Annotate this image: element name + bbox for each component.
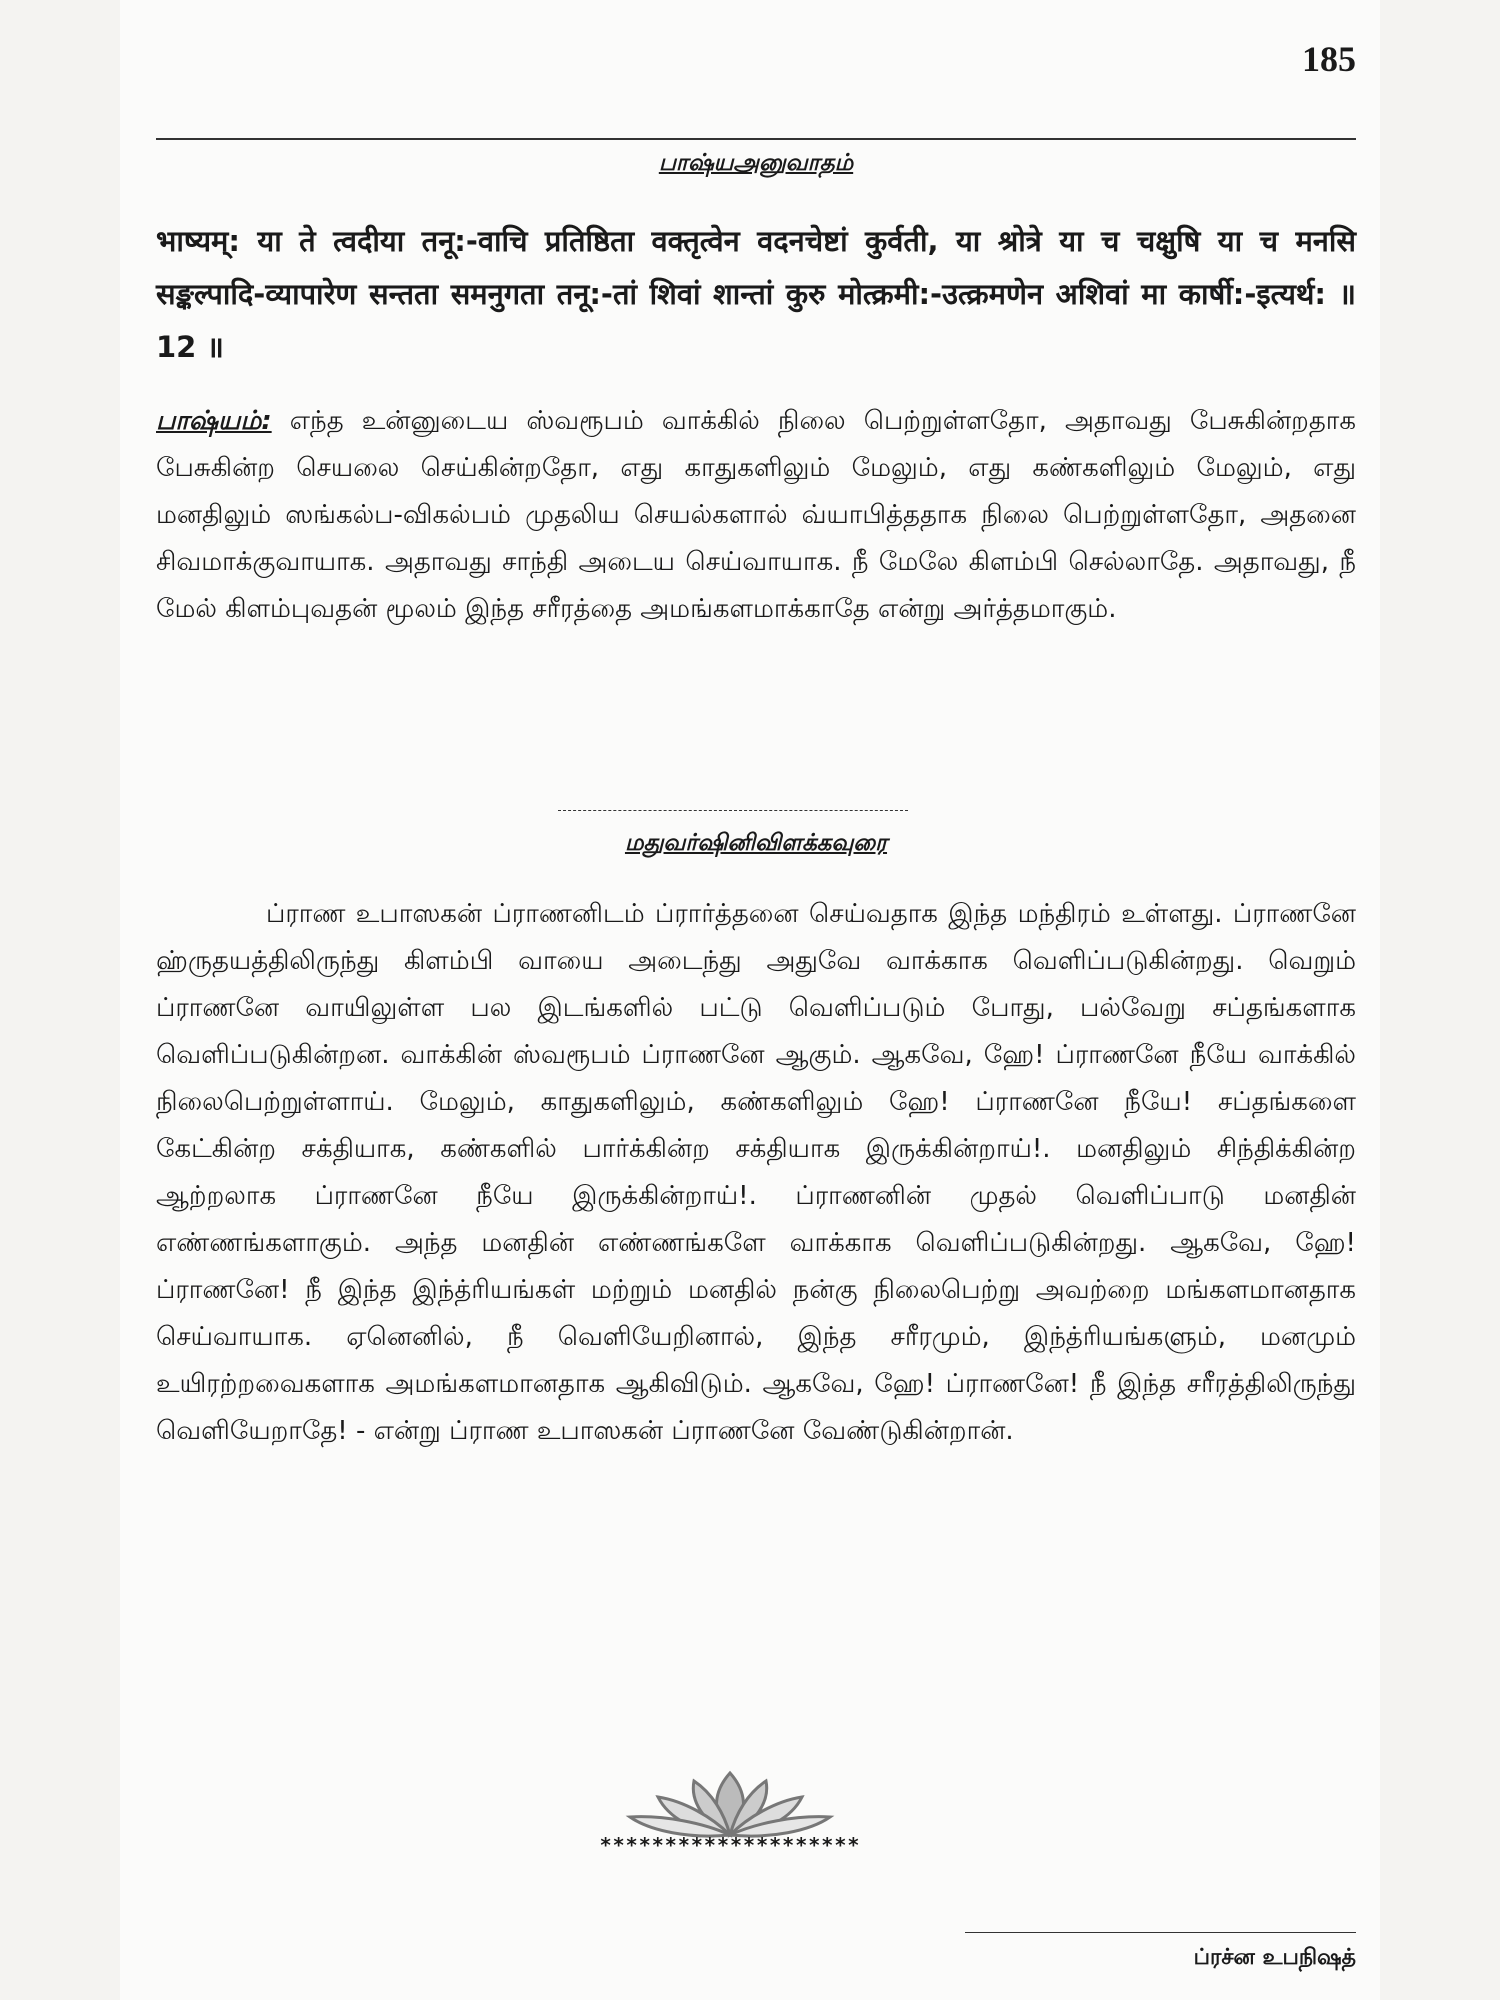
bhashya-translation-paragraph	[156, 398, 1356, 633]
footer-divider	[965, 1932, 1356, 1933]
book-page	[120, 0, 1380, 2000]
footer-book-title: ப்ரச்ன உபநிஷத்	[1193, 1945, 1356, 1970]
section-heading-bhashya-anuvadam: பாஷ்யஅனுவாதம்	[658, 150, 854, 176]
bhashya-translation-text: எந்த உன்னுடைய ஸ்வரூபம் வாக்கில் நிலை பெற்றுள்ளதோ, அதாவது பேசுகின்றதாக பேசுகின்ற செயலை செய்கின்றதோ, எது காதுகளிலும் மேலும், எது கண்களிலும் மேலும், எது மனதிலும் ஸங்கல்ப-விகல்பம் முதலிய செயல்களால் வ்யாபித்ததாக நிலை பெற்றுள்ளதோ, அதனை சிவமாக்குவாயாக. அதாவது சாந்தி அடைய செய்வாயாக. நீ மேலே கிளம்பி செல்லாதே. அதாவது, நீ மேல் கிளம்புவதன் மூலம் இந்த சரீரத்தை அமங்களமாக்காதே என்று அர்த்தமாகும்.	[156, 406, 1357, 624]
top-divider	[156, 138, 1356, 140]
bhashya-label: பாஷ்யம்:	[156, 406, 272, 436]
commentary-paragraph: ப்ராண உபாஸகன் ப்ராணனிடம் ப்ரார்த்தனை செய்வதாக இந்த மந்திரம் உள்ளது. ப்ராணனே ஹ்ருதயத்திலிருந்து கிளம்பி வாயை அடைந்து அதுவே வாக்காக வெளிப்படுகின்றது. வெறும் ப்ராணனே வாயிலுள்ள பல இடங்களில் பட்டு வெளிப்படும் போது, பல்வேறு சப்தங்களாக வெளிப்படுகின்றன. வாக்கின் ஸ்வரூபம் ப்ராணனே ஆகும். ஆகவே, ஹே! ப்ராணனே நீயே வாக்கில் நிலைபெற்றுள்ளாய். மேலும், காதுகளிலும், கண்களிலும் ஹே! ப்ராணனே நீயே! சப்தங்களை கேட்கின்ற சக்தியாக, கண்களில் பார்க்கின்ற சக்தியாக இருக்கின்றாய்!. மனதிலும் சிந்திக்கின்ற ஆற்றலாக ப்ராணனே நீயே இருக்கின்றாய்!. ப்ராணனின் முதல் வெளிப்பாடு மனதின் எண்ணங்களாகும். அந்த மனதின் எண்ணங்களே வாக்காக வெளிப்படுகின்றது. ஆகவே, ஹே! ப்ராணனே! நீ இந்த இந்த்ரியங்கள் மற்றும் மனதில் நன்கு நிலைபெற்று அவற்றை மங்களமானதாக செய்வாயாக. ஏனெனில், நீ வெளியேறினால், இந்த சரீரமும், இந்த்ரியங்களும், மனமும் உயிரற்றவைகளாக அமங்களமானதாக ஆகிவிடும். ஆகவே, ஹே! ப்ராணனே! நீ இந்த சரீரத்திலிருந்து வெளியேறாதே! - என்று ப்ராண உபாஸகன் ப்ராணனே வேண்டுகின்றான்.	[156, 899, 1356, 1446]
lotus-ornament-icon	[620, 1765, 840, 1840]
section-heading-madhuvarshini: மதுவர்ஷினிவிளக்கவுரை	[624, 830, 888, 856]
section-divider	[558, 810, 908, 811]
stars-divider: ********************	[599, 1833, 861, 1857]
sanskrit-bhashya-text: भाष्यम्: या ते त्वदीया तनू:-वाचि प्रतिष्ठिता वक्तृत्वेन वदनचेष्टां कुर्वती, या श्रोत्रे या च चक्षुषि या च मनसि सङ्कल्पादि-व्यापारेण सन्तता समनुगता तनू:-तां शिवां शान्तां कुरु मोत्क्रमी:-उत्क्रमणेन अशिवां मा कार्षी:-इत्यर्थ: ॥ 12 ॥	[156, 224, 1356, 364]
page-number: 185	[1302, 39, 1356, 79]
